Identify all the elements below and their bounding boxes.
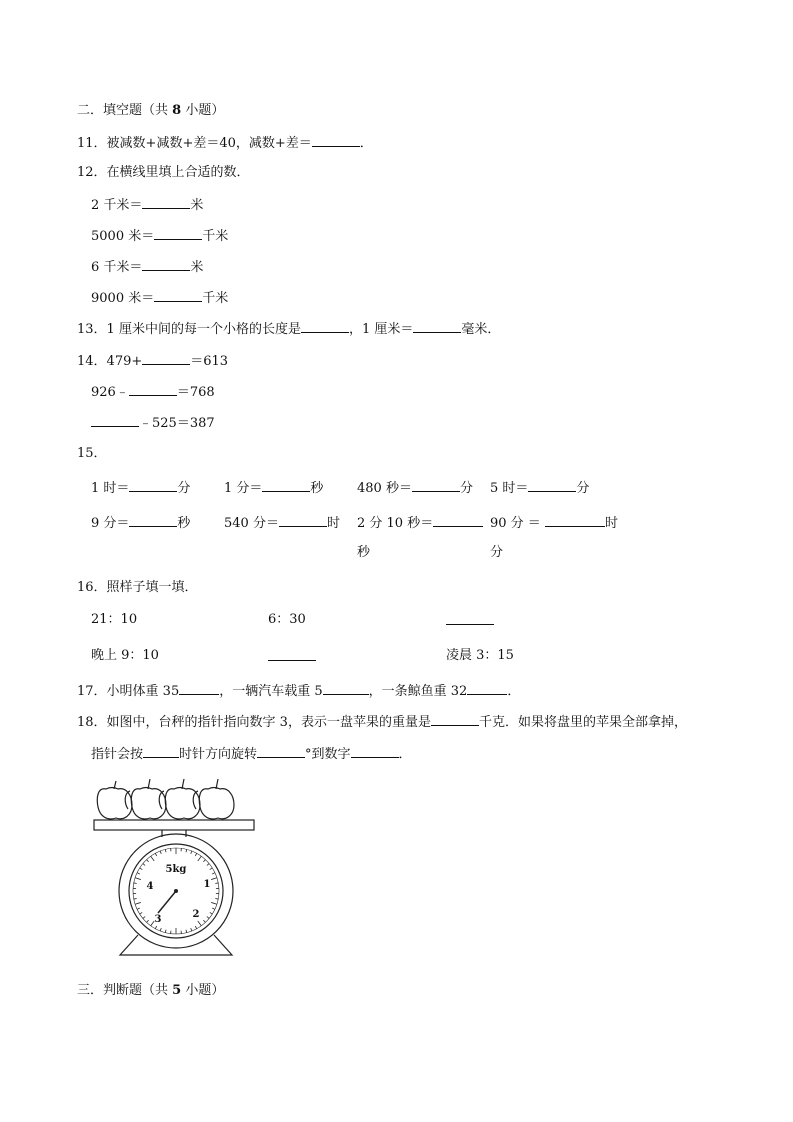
question-number: 17． <box>77 684 107 699</box>
item-prefix: 1 分＝ <box>224 481 263 496</box>
answer-blank[interactable] <box>446 612 494 625</box>
scale-plate <box>94 820 254 830</box>
answer-blank[interactable] <box>129 479 177 492</box>
answer-blank[interactable] <box>412 479 460 492</box>
answer-blank[interactable] <box>268 648 316 661</box>
q16-example-12h: 晚上 9：10 <box>91 648 159 663</box>
answer-blank[interactable] <box>528 479 576 492</box>
question-13 <box>77 320 500 338</box>
item-unit: 时 <box>604 516 618 531</box>
answer-blank[interactable] <box>143 745 179 758</box>
equation-part: ＝613 <box>190 354 229 369</box>
q15-r1-item-1 <box>91 479 190 497</box>
question-18 <box>77 713 687 731</box>
q16-time-24h: 6：30 <box>268 612 306 627</box>
question-text: ，1 厘米＝ <box>348 322 414 337</box>
answer-blank[interactable] <box>279 514 327 527</box>
dial-tick <box>137 873 140 874</box>
q14-equation-2 <box>91 383 215 401</box>
q15-r1-item-4 <box>490 479 589 497</box>
dial-tick <box>137 908 140 909</box>
item-unit: 分 <box>459 481 473 496</box>
item-prefix: 480 秒＝ <box>357 481 412 496</box>
dial-tick <box>198 921 202 926</box>
item-prefix: 540 分＝ <box>224 516 279 531</box>
question-text: 指针会按 <box>91 747 144 762</box>
heading-suffix: 小题） <box>181 103 225 118</box>
item-prefix: 1 时＝ <box>91 481 130 496</box>
q16-time-12h: 凌晨 3：15 <box>446 648 514 663</box>
dial-tick <box>143 864 145 866</box>
apple-icon <box>131 779 166 819</box>
question-18-line-2 <box>91 745 412 763</box>
answer-blank[interactable] <box>154 227 202 240</box>
answer-blank[interactable] <box>433 514 483 527</box>
apple-icon <box>125 791 198 809</box>
q15-r1-item-3 <box>357 479 473 497</box>
question-text: 照样子填一填． <box>106 580 198 595</box>
equation-part: ﹣525＝387 <box>139 416 215 431</box>
question-number: 18． <box>77 715 107 730</box>
scale-pointer <box>158 891 176 913</box>
question-number: 15． <box>77 446 107 461</box>
q15-r1-item-2 <box>224 479 323 497</box>
item-unit: 米 <box>190 260 204 275</box>
dial-tick <box>134 898 137 899</box>
question-text: 时针方向旋转 <box>179 747 258 762</box>
question-text: °到数字 <box>305 747 351 762</box>
dial-number-4: 4 <box>146 881 154 892</box>
question-text: 千克．如果将盘里的苹果全部拿掉， <box>478 715 687 730</box>
answer-blank[interactable] <box>179 682 219 695</box>
q16-example-24h: 21：10 <box>91 612 138 627</box>
item-unit: 分 <box>177 481 191 496</box>
answer-blank[interactable] <box>467 682 507 695</box>
dial-number-3: 3 <box>154 914 162 925</box>
item-prefix: 9 分＝ <box>91 516 130 531</box>
question-text: ，一条鲸鱼重 32 <box>368 684 468 699</box>
dial-tick <box>215 898 218 899</box>
dial-tick <box>165 930 166 933</box>
dial-tick <box>160 851 161 854</box>
dial-tick <box>195 853 196 856</box>
dial-tick <box>212 908 215 909</box>
equation-part: 926﹣ <box>91 385 129 400</box>
heading-count: 8 <box>172 103 182 118</box>
dial-tick <box>186 849 187 852</box>
question-text: 在横线里填上合适的数． <box>106 165 250 180</box>
dial-label: 5kg <box>165 864 187 875</box>
dial-number-1: 1 <box>203 879 211 890</box>
apple-icon <box>165 779 200 819</box>
answer-blank[interactable] <box>129 514 177 527</box>
question-text: 小明体重 35 <box>106 684 180 699</box>
equation-part: 479+ <box>106 354 143 369</box>
dial-tick <box>210 868 213 870</box>
answer-blank[interactable] <box>257 745 305 758</box>
question-number: 13． <box>77 322 107 337</box>
item-prefix: 2 千米＝ <box>91 198 143 213</box>
apple-icon <box>97 781 132 819</box>
answer-blank[interactable] <box>142 258 190 271</box>
dial-tick <box>211 902 217 904</box>
answer-blank[interactable] <box>312 134 360 147</box>
question-14 <box>77 352 228 370</box>
answer-blank[interactable] <box>129 383 177 396</box>
dial-tick <box>135 902 141 904</box>
question-text: ． <box>507 684 521 699</box>
dial-tick <box>191 851 192 854</box>
dial-tick <box>203 920 205 922</box>
question-12 <box>77 165 250 181</box>
item-prefix: 5000 米＝ <box>91 229 155 244</box>
dial-tick <box>151 856 155 861</box>
answer-blank[interactable] <box>142 196 190 209</box>
dial-tick <box>147 920 149 922</box>
question-end: ． <box>359 136 373 151</box>
q12-item-3 <box>91 258 203 276</box>
answer-blank[interactable] <box>351 745 399 758</box>
item-unit: 千米 <box>202 291 229 306</box>
item-unit: 米 <box>190 198 204 213</box>
scale-illustration <box>90 775 265 960</box>
item-unit: 秒 <box>310 481 324 496</box>
dial-tick <box>143 916 145 918</box>
dial-tick <box>134 883 137 884</box>
item-prefix: 5 时＝ <box>490 481 529 496</box>
q16-r2-blank-wrap <box>268 648 316 666</box>
apple-icon <box>199 779 234 819</box>
question-text: 1 厘米中间的每一个小格的长度是 <box>106 322 301 337</box>
dial-tick <box>195 926 196 929</box>
item-unit: 秒 <box>177 516 191 531</box>
question-11 <box>77 134 373 152</box>
item-prefix: 2 分 10 秒＝ <box>357 516 434 531</box>
dial-tick <box>155 926 156 929</box>
question-number: 11． <box>77 136 107 151</box>
dial-tick <box>211 878 217 880</box>
question-15 <box>77 446 107 462</box>
item-unit: 分 <box>576 481 590 496</box>
question-text: ． <box>398 747 412 762</box>
dial-tick <box>135 878 141 880</box>
q15-r2-item-1 <box>91 514 190 532</box>
answer-blank[interactable] <box>262 479 310 492</box>
q12-item-4 <box>91 289 228 307</box>
dial-tick <box>140 912 143 914</box>
q14-equation-3 <box>91 414 215 432</box>
heading-suffix: 小题） <box>181 983 225 998</box>
question-text: 被减数+减数+差＝40，减数+差＝ <box>106 136 312 151</box>
q15-r2-item-3-unit: 秒 <box>357 545 371 560</box>
q15-r2-item-4 <box>490 514 618 532</box>
heading-prefix: 三．判断题（共 <box>77 983 173 998</box>
answer-blank[interactable] <box>91 414 139 427</box>
q16-r1-blank-wrap <box>446 612 494 630</box>
dial-tick <box>203 860 205 862</box>
answer-blank[interactable] <box>413 320 461 333</box>
question-number: 12． <box>77 165 107 180</box>
equation-part: ＝768 <box>176 385 215 400</box>
answer-blank[interactable] <box>323 682 369 695</box>
q15-r2-item-2 <box>224 514 340 532</box>
dial-tick <box>165 849 166 852</box>
question-text: 如图中，台秤的指针指向数字 3，表示一盘苹果的重量是 <box>106 715 431 730</box>
answer-blank[interactable] <box>154 289 202 302</box>
heading-prefix: 二．填空题（共 <box>77 103 173 118</box>
dial-number-2: 2 <box>192 909 200 920</box>
q12-item-2 <box>91 227 228 245</box>
dial-tick <box>160 928 161 931</box>
q15-r2-item-4-unit: 分 <box>490 545 504 560</box>
dial-tick <box>191 928 192 931</box>
item-prefix: 90 分 ＝ <box>490 516 541 531</box>
dial-tick <box>155 853 156 856</box>
item-prefix: 9000 米＝ <box>91 291 155 306</box>
answer-blank[interactable] <box>431 713 479 726</box>
question-number: 14． <box>77 354 107 369</box>
answer-blank[interactable] <box>301 320 349 333</box>
dial-tick <box>212 873 215 874</box>
dial-tick <box>215 883 218 884</box>
item-unit: 时 <box>326 516 340 531</box>
dial-tick <box>207 916 209 918</box>
answer-blank[interactable] <box>142 352 190 365</box>
q15-r2-item-3 <box>357 514 483 532</box>
question-text: ，一辆汽车载重 5 <box>219 684 323 699</box>
dial-tick <box>147 860 149 862</box>
dial-tick <box>186 930 187 933</box>
section-heading-true-false <box>77 983 224 999</box>
heading-count: 5 <box>172 983 182 998</box>
item-prefix: 6 千米＝ <box>91 260 143 275</box>
dial-tick <box>210 912 213 914</box>
q12-item-1 <box>91 196 203 214</box>
question-17 <box>77 682 520 700</box>
section-heading-fill-blank <box>77 103 224 119</box>
item-unit: 千米 <box>202 229 229 244</box>
question-number: 16． <box>77 580 107 595</box>
dial-tick <box>198 856 202 861</box>
question-16 <box>77 580 198 596</box>
pointer-pivot <box>174 889 178 893</box>
question-text: 毫米． <box>461 322 501 337</box>
answer-blank[interactable] <box>545 514 605 527</box>
dial-tick <box>207 864 209 866</box>
dial-tick <box>140 868 143 870</box>
